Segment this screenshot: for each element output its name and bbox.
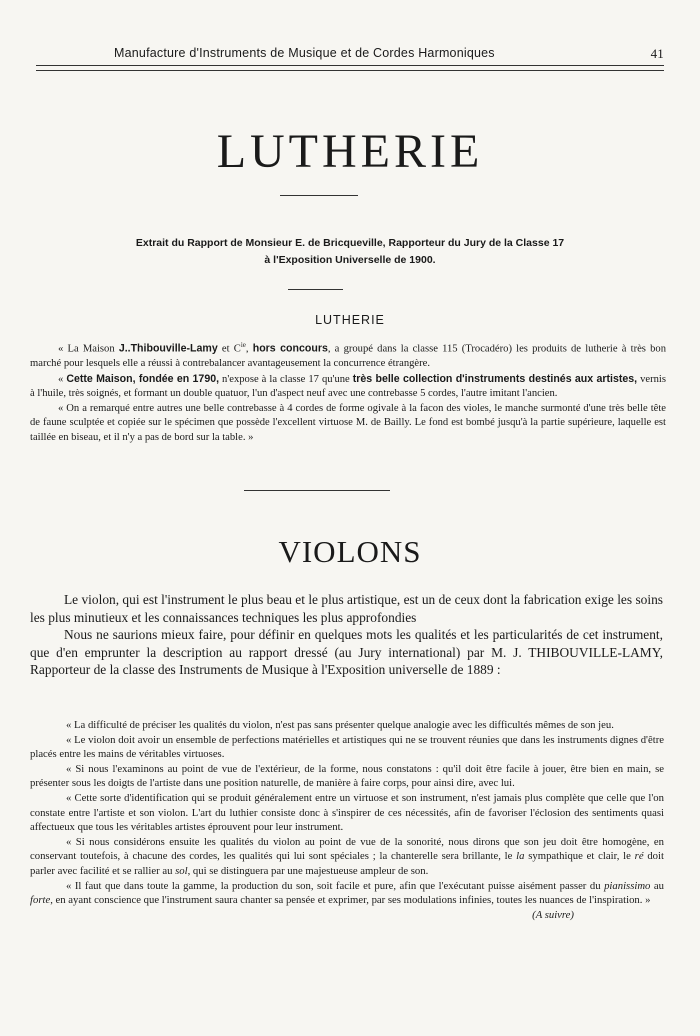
- body-paragraph: Nous ne saurions mieux faire, pour définir en quelques mots les qualités et les particularités de cet instrument, que d'en emprunter la description au rapport dressé (au Jury international) par M. J. THIBOUVILLE-LAMY, Rapporteur de la classe des Instruments de Musique à l'Exposition universelle de 1889 :: [30, 627, 663, 678]
- section-divider-rule: [244, 490, 390, 491]
- quote-paragraph: « Le violon doit avoir un ensemble de perfections matérielles et artistiques qui ne se trouvent réunies que dans les instruments dignes d'être placés entre les mains de véritables virtuoses.: [30, 733, 664, 761]
- to-be-continued: (A suivre): [532, 908, 574, 921]
- report-extract-heading: [60, 235, 640, 269]
- quote-paragraph: « La Maison J..Thibouville-Lamy et $C^{ie}$, hors concours, a groupé dans la classe 115 (Trocadéro) les produits de lutherie à très bon marché pour lesquels elle a réussi à contrebalancer avantageusement la concurrence étrangère.: [30, 341, 666, 370]
- page-number: 41: [650, 46, 664, 61]
- quote-paragraph: « Cette sorte d'identification qui se produit généralement entre un virtuose et son instrument, n'est jamais plus complète que celle que l'on constate entre l'artiste et son violon. L'art du luthier consiste donc à s'inspirer de ces nécessités, afin de favoriser l'éclosion des sentiments quasi affectueux que tous les véritables artistes éprouvent pour leur instrument.: [30, 791, 664, 834]
- quote-paragraph: « Cette Maison, fondée en 1790, n'expose à la classe 17 qu'une très belle collection d'instruments destinés aux artistes, vernis à l'huile, très soignés, et formant un double quatuor, l'un d'aspect neuf avec une contrebasse 5 cordes, l'autre imitant l'ancien.: [30, 372, 666, 400]
- violons-report-quote: [30, 718, 664, 922]
- quote-paragraph: « Si nous considérons ensuite les qualités du violon au point de vue de la sonorité, nous dirons que son jeu doit être homogène, en conservant toutefois, à chacune des cordes, les qualités qui lui sont spéciales ; la chanterelle sera brillante, le la sympathique et clair, le ré doit parler avec facilité et se rallier au sol, qui se distinguera par une majestueuse ampleur de son.: [30, 835, 664, 877]
- violons-introduction: [30, 591, 663, 679]
- extract-line-1: Extrait du Rapport de Monsieur E. de Bricqueville, Rapporteur du Jury de la Classe 17: [135, 237, 565, 249]
- quote-paragraph: « La difficulté de préciser les qualités du violon, n'est pas sans présenter quelque analogie avec les difficultés mêmes de son jeu.: [66, 719, 614, 731]
- body-paragraph: Le violon, qui est l'instrument le plus beau et le plus artistique, est un de ceux dont la fabrication exige les soins les plus minutieux et les connaissances techniques les plus approfondies: [30, 592, 663, 625]
- subsection-title-lutherie: LUTHERIE: [315, 313, 385, 327]
- divider-rule: [288, 289, 343, 290]
- running-title: Manufacture d'Instruments de Musique et de Cordes Harmoniques: [114, 46, 495, 60]
- quote-paragraph: « Il faut que dans toute la gamme, la production du son, soit facile et pure, afin que l'exécutant puisse aisément passer du pianissimo au forte, en ayant conscience que l'instrument saura chanter sa pensée et exprimer, par ses modulations infinies, toutes les nuances de l'inspiration. »: [30, 879, 664, 907]
- quote-paragraph: « Si nous l'examinons au point de vue de l'extérieur, de la forme, nous constatons : qu'il doit être facile à jouer, être bien en main, se présenter sous les doigts de l'artiste dans une position naturelle, de manière à faire corps, pour ainsi dire, avec lui.: [30, 762, 664, 790]
- quote-paragraph: « On a remarqué entre autres une belle contrebasse à 4 cordes de forme ogivale à la facon des violes, le manche surmonté d'une très belle tête de faune sculptée et copiée sur le spécimen que possède l'excellent virtuose M. de Bailly. Le fond est bombé jusqu'à la partie supérieure, laquelle est taillée en biseau, et il n'y a pas de bord sur la table. »: [30, 402, 666, 443]
- extract-line-2: à l'Exposition Universelle de 1900.: [264, 254, 436, 266]
- lutherie-report-quote: [30, 338, 666, 445]
- section-title-violons: VIOLONS: [278, 534, 422, 569]
- continuation-line: [30, 908, 664, 923]
- section-title-lutherie: LUTHERIE: [216, 125, 484, 178]
- running-header: [36, 44, 664, 64]
- divider-rule: [280, 195, 358, 196]
- header-double-rule: [36, 65, 664, 71]
